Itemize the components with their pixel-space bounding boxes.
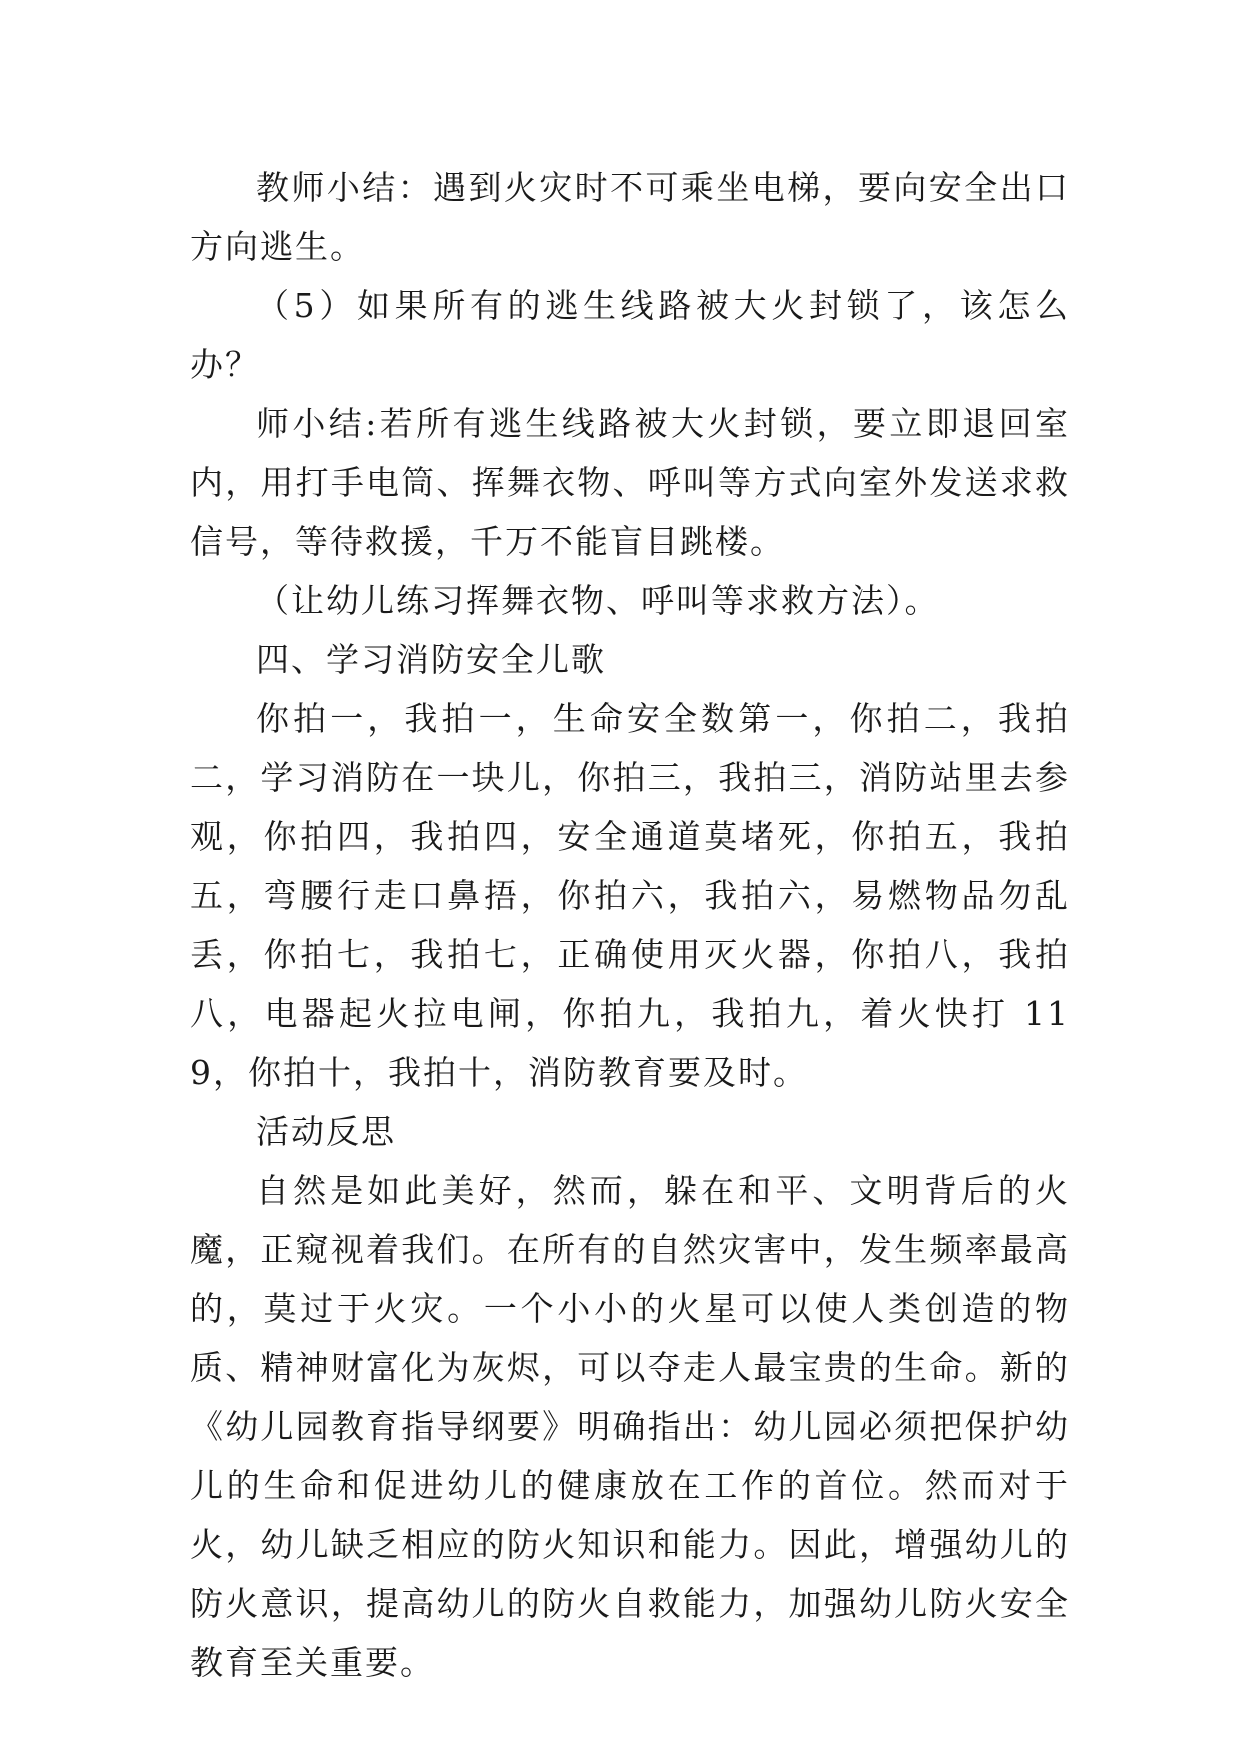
paragraph-reflection: 自然是如此美好，然而，躲在和平、文明背后的火魔，正窥视着我们。在所有的自然灾害中，发生频率最高的，莫过于火灾。一个小小的火星可以使人类创造的物质、精神财富化为灰烬，可以夺走人最宝贵的生命。新的《幼儿园教育指导纲要》明确指出：幼儿园必须把保护幼儿的生命和促进幼儿的健康放在工作的首位。然而对于火，幼儿缺乏相应的防火知识和能力。因此，增强幼儿的防火意识，提高幼儿的防火自救能力，加强幼儿防火安全教育至关重要。 bbox=[190, 1171, 1070, 1682]
paragraph-teacher-summary: 教师小结：遇到火灾时不可乘坐电梯，要向安全出口方向逃生。 bbox=[190, 168, 1070, 266]
paragraph-song-lyrics: 你拍一，我拍一，生命安全数第一，你拍二，我拍二，学习消防在一块儿，你拍三，我拍三，消防站里去参观，你拍四，我拍四，安全通道莫堵死，你拍五，我拍五，弯腰行走口鼻捂，你拍六，我拍六，易燃物品勿乱丢，你拍七，我拍七，正确使用灭火器，你拍八，我拍八，电器起火拉电闸，你拍九，我拍九，着火快打 119，你拍十，我拍十，消防教育要及时。 bbox=[190, 699, 1070, 1092]
section-heading-reflection: 活动反思 bbox=[256, 1112, 396, 1151]
document-body bbox=[190, 158, 1070, 1692]
section-heading-song: 四、学习消防安全儿歌 bbox=[256, 640, 606, 679]
paragraph-teacher-summary-2: 师小结:若所有逃生线路被大火封锁，要立即退回室内，用打手电筒、挥舞衣物、呼叫等方式向室外发送求救信号，等待救援，千万不能盲目跳楼。 bbox=[190, 404, 1070, 561]
paragraph-practice-note: （让幼儿练习挥舞衣物、呼叫等求救方法）。 bbox=[256, 581, 940, 620]
paragraph-question-5: （5）如果所有的逃生线路被大火封锁了，该怎么办？ bbox=[190, 286, 1070, 384]
